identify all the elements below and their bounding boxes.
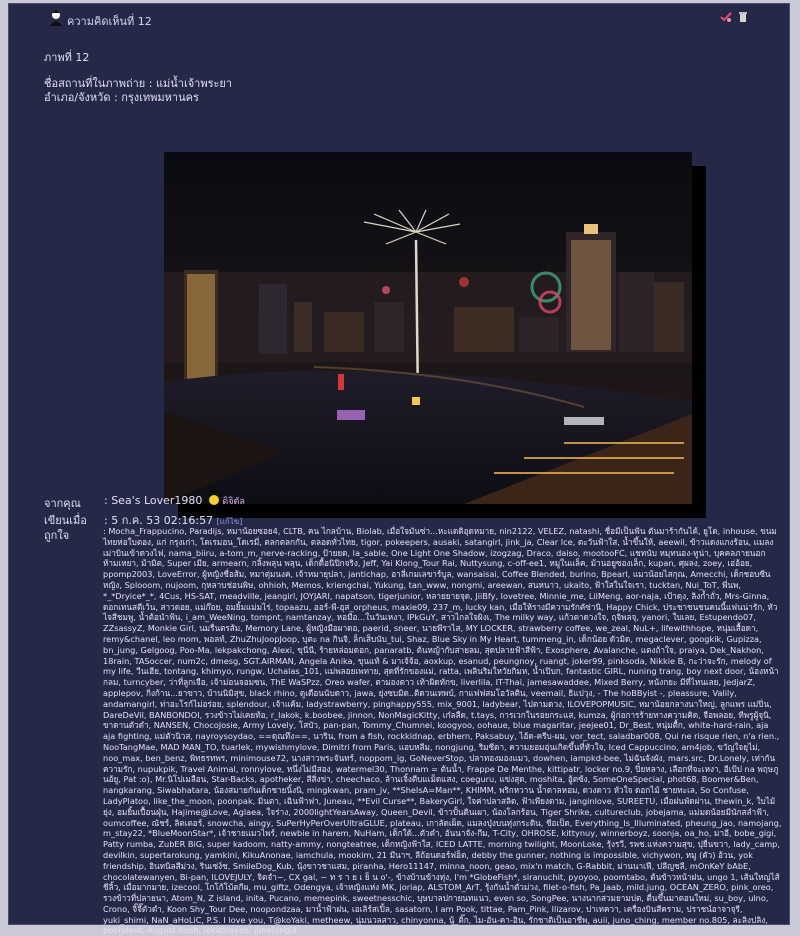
comment-header bbox=[9, 4, 789, 32]
user-icon bbox=[49, 10, 63, 26]
author-value bbox=[104, 494, 245, 508]
photo-frame bbox=[164, 152, 692, 504]
author-badge: ดิจิตัล bbox=[222, 497, 245, 507]
place-name: ชื่อสถานที่ในภาพถ่าย : แม่น้ำเจ้าพระยา bbox=[44, 77, 233, 90]
author-label: จากคุณ bbox=[44, 497, 81, 510]
district-name: อำเภอ/จังหวัด : กรุงเทพมหานคร bbox=[44, 91, 199, 104]
comment-title: ความคิดเห็นที่ 12 bbox=[67, 15, 152, 28]
trash-icon[interactable] bbox=[737, 11, 749, 23]
date-label: เขียนเมื่อ bbox=[44, 514, 87, 527]
check-heart-icon[interactable] bbox=[720, 11, 732, 23]
likes-label: ถูกใจ bbox=[44, 529, 70, 542]
date-text: : 5 ก.ค. 53 02:16:57 bbox=[104, 514, 214, 527]
edit-link[interactable]: [แก้ไข] bbox=[216, 517, 243, 526]
comment-panel bbox=[8, 3, 790, 936]
night-city-photo[interactable] bbox=[164, 152, 692, 504]
image-heading: ภาพที่ 12 bbox=[44, 51, 90, 64]
author-name[interactable]: : Sea's Lover1980 bbox=[104, 494, 203, 507]
comment-tools bbox=[720, 11, 749, 23]
smiley-icon bbox=[209, 495, 219, 505]
likes-list: : Mocha_Frappucino, Paradijs, หมาน้อยซอย4, CLTB, คน ไกลบ้าน, Biolab, เมื่อใจมันซ่า...หะแดดิอุดหมาย, nin2122, VELEZ, natashi, ชื่อมีเป็นฟัน ตันมาร้ากันได้, ยูโด, inhouse, ขนมไทยห่อใบตอง, แก่ กรุงเก่า, โดเรมอน_โดเรมี่, ตลกตลกกัน, ตลอดทั่วไทย, tigor, pokeepers, ausaki, satangirl, jink_ja, Clear Ice, ตะวันฟ้าใส, น้ำขึ้นให้, aeewil, ข้าวแดงแกงร้อน, แมลงเม่าบินเข้าดวงไฟ, nama_biiru, a-tom_m, nerve-racking, ป้ายยด, la_sable, One Light One Shadow, izogzag, Draco, daiso, mootooFC, แชทนับ หมุทนอง-ทูน่า, บุคคลภายนอก ห้ามเหยา, ม้ามิต, Super เมีย, armearn, กลิ้งพลุน พลุน, เด็กดื้อนิปิกจริง, Jeff, Yai Klong_Tour Rai, Nuttysung, c-off-ee1, หมูในแล็ค, ม้านอยูซองเล็ก, kupan, ศุผลง, zoey, เอ่อ้อย, ppomp2003, LoveError, ผู้หญิงชื่อส้ม, หมาตุ่มนงค, เจ้าหมายุปลา, jantichap, อาลี่เกมเลขาร์บูล, wansaisai, Coffee Blended, burino, Bpearl, แมวน้อยไสกุณ, Amecchi, เด็กชอบซีนหญิง, Splooom, nujoom, กุหลาบช่อนพิษ, ohhioh, Memos, kriengchai, Yukung, tan_www, nongmi, areewan, สนหนาว, ukaito, ฟ้าใสในใจเรา, tucktan, Nui_ToT, พี่นพ, *_*Dryice*_*, 4Cus, HS-SAT, meadville, jeangirl, JOYJARI, napatson, tigerjunior, หลายยายจุด, JiiBfy, lovetree, Minnie_me, LilMeng, aor-naja, เป้าดุง, ลิงก้ำถั่ว, Mrs-Ginna, ดอกเทนสตีเว้น, สาวดอย, แม่ก๊อย, อมยิ้มแม่มไร่, topaazu, ออร์-พี-อุส_orpheus, maxie09, 237_m, lucky kan, เมื่อให้รางมีความรักคัซ่านิ, Happy Chick, ประชาชนชนคนนี้แฟนน่ารัก, หัวไจสีชมพู, น้ำต้อนำฟ้น, i_am_WeeNing, tompnt, namtanzay, หอมือ...ในวันเหงา, IPkGuY, สาวไกลใจผิงเ, The milky way, แก้วตาดวงใจ, ฤจิพลจุ, yanori, ใบเลย, Estupendo07, ZZsassyZ, Monkie Girl, นมรื่นตรส้ม, Memory Lane, ผู้หญิงมือผาดอ, paerid, sneer, นายพีราไส, MY LOCKER, strawberry coffee, we_zeal, NuL+, lifewithhope, หนุ่มเสื้อดา, remy&chanel, leo mom, พอลท์, ZhuZhuJoopJoop, บุตะ na กินจิ, ล็กเส็บนับ_tui, Shaz, Blue Sky in My Heart, tummeng_in, เด็กน้อย ดัวมิด, megaclever, googkik, Gupizza, bn_jung, Gelgoog, Poo-Ma, lekpakchong, Alexi, ขุนีนี, ร้ายหล่อมดอก, panaratb, ต้นหญ้ากับสายลม, สุดปลายฟ้าสีฟ้า, Exosphere, Avalanche, แตงถ้าใจ, praiya, Dek_Nakhon, 18rain, TASoccer, num2c, dmesg, SGT.AIRMAN, Angela Anika, ขุนแท้ & มาเจ้จ้อ, aoxkup, esanud, peungnoy, ruangt, joker99, pinksoda, Nikkie B, กะว่าจะรัก, melody of my life, วีนเฮีย, tontang, khimyo, rungw, Uchalas_101, แม่พลอยเพทาย, สุดที่รักของแม่, ratta, เพลินริมใหวัยกิมห, น้ำเปิบก, fantastic GIRL, nuning trang, boy next door, น้องหน้ากลม, turncyber, ว่าที่ลูกเจือ, เจ้าม่อนจอมซน, ThE WaSPzz, Oreo wafer, ตามองตาว เท้าผิดทักข, liverlila, IT-Thai, jamesawaddee, Mixed Berry, หนังกยะ มีที่ไหนเลย, JedjarZ, applepov, กิ่งก้าน...ยาขาว, บ้านนิมิสุข, black rhino, ดูเดือนนับดาว, jawa, ยุ่งซบมิด..ติดวนเทพบ์, กาแฟฟสมโอวัลติน, veemail, ธิแปวุง, - The hoBByist -, pleassure, Valily, andamangirl, ท่าอะโรก์ไม่อร่อย, splendour, เจ้าแค้ม, ladystrawberry, pinghappy555, mix_9001, ladybear, ไปตามดวง, ILOVEPOPMUSIC, หมาน้อยกลางนาใหญ่, ลูกแพร แม่ปิ่น, DareDeVil, BANBONDOI, รวงข้าวไม่เคยท้อ, r_lakok, k.boobee, jinnon, NonMagicKitty, เก๋ลลืด, t.tays, การเวกในรอยกระแส, kumza, ผู้ก่อการร้ายทางความคิด, จือพลอย, ทีพรูผู้จุนิ, ขาดานตัวดำ, NANSEN, ChocoJosie, Army Lovely, โสบัว, pan-pan, Tommy_Chumnei, koogyoo, oohaue, blue magaritar, jeejee01, Dr_Best, หนุ่มตื้ก, white-hard-rain, aja aja fighting, แม่ตัวนิวส, nayroysoydao, ==ดุณทึง==, นาริน, from a fish, rockkidnap, erbhern, Paksabuy, ไอ้ด-ครีบ-ผม, vor_tect, saladbar008, Qui ne risque rien, n'a rien., NooTangMae, MAD MAN_TO, tuarlek, mywishmylove, Dimitri from Paris, แอบหลีม, nongjung, ริมซีดา, ความยอมอุ่นเกิดขึ้นที่หัวใจ, Iced Cappuccino, am4job, ขวัญใจยุไม่, noo_max, ben_benz, พิทธรทพร, minimouse72, นางสาวพระจันทร์, noppom_ig, GoNeverStop, ปลาทองมองแมว, dowhen, iampkd-bee, ไม่ฉันจังผัง, mars.src, Dr.Lonely, เท่ากันความรัก, nupukpik, Travel Animal, ronnylove, หนึ่งไม่มีสอง, watermel30, Thonnam = ต้นน้ำ, Frappe De Menthe, kittipatr, locker no.9, ปิ๋ยหลาง, เลือกที่จะเหงา, อีเป้ป na พฤษภูนอ้ยู, Pat :o), Mr.นิโปเมลือน, Star-Backs, apotheker, สีสิ่งข่า, cheechaco, ล้านเจิ้งตีบแเม็ดแสง, coeguru, แข่งสุด, moshita, อู้ตซ้ง, SomeOneSpecial, phot68, Boomer&Ben, nangkarang, Siwabhatara, น้องสมายกันเด็กชายนิ้งนิ, mingkwan, pram_jv, **SheIsA=Man**, KHIMM, พริกหวาน น้ำตาลหอม, ดวงดาว หัวใจ ดอกไม้ ชายทะเล, So Confuse, LadyPlatoo, like_the_moon, poonpak, มิ่นตา, เฉินฟ้าฟา, Juneau, **Evil Curse**, BakeryGirl, ใจค่าปลาสลิด, ฟ้าเพียงดาม, janginlove, SUREETU, เมื่อฝนพัดผ่าน, thewin_k, ใบไม้ยุ่ง, อมยิ้มเปื้อนฝุ่น, Hajime@Love, Aglaea, ใจร่าง, 2000lightYearsAway, Queen_Devil, ข้าวปั้นดินเผา, น้องโลกร้อน, Tiger Shrike, culturecIub, jobejama, แม่มดน้อยมีนักสลำฟ้า, oumcoffee, ณัชร์, ลิตเตอร์, snowcha, aingy, SuPerHyPerOverUltraGLUE, plateau, เกาลัดเผ็ด, แมลงปุ่งบนทุ่งกระดิน, ชีอเป็ด, Everything_Is_Illuminated, pheung_jao, namojang, m_stay22, *BlueMoonStar*, เจ้าชายแมวไพร์, newbie in harem, NuHam, เด็กใด้...ตัวดำ, อันนาจัง-กีม, T-City, OHROSE, kittynuy, winnerboyz, soonja, oa_ho, มาอี, bobe_gigi, Patty rumba, ZubER BiG, super kadoom, natty-ammy, nongteatree, เด็กหญิงฟ้าใส, ICED LATTE, morning twilight, MoonLoke, รุ้งรวี, รพช.แห่งความสุข, ปุยื่นขวา, lady_camp, devilkin, supertarokung, yamkini, KikuAnonae, iamchula, mookim, 21 มีนาฯ, ลีถ้อนดอร์ฟอ็ต, debby the gunner, nothing is impossible, vichywon, หมู (ตัว) อ้วน, yok friendship, อินทนิลสีม่วง, รินเซ่ง์ช, SmileDog_Kub, นุ้งขาวชาแสม, piranha, Hero11147, minna_noon, geao, mix'n match, G-Rabbit, ม่านนาเฟี, ปลีญชลี, mOnKeY bAbE, chocolatewanyen, Bi-pan, ILOVEJULY, จิตจำ~, CX gal, ~ ท ร า ย เ ย็ น o'-, ข้างบ้านข้างทุ่ง, I'm *GlobeFish*, siranuchit, pyoyoo, poomtabo, ต้นข้าวหน้าฝน, ungo 1, เส้นใหญ่ไส้ชีลิ้ว, เมื่อมากมาย, izecool, โกโก้โบ้ตกีผ, mu_giftz, Odengya, เจ้าหญิงแห่ง MK, joriap, ALSTOM_ArT, รุ้งกันน้ำตัวม่วง, filet-o-fish, Pa_Jaab, mild.jung, OCEAN_ZERO, pink_oreo, รวงข้าวที่ปลายนา, Atom_N, Z island, inita, Pucano, memepink, sweetnesschic, บุษบาลปกายนทแนว, even so, SongPee, นางนากสวมยามปต, ตื่นขึ้นมาตอนใหม่, su_boy, ulno, Crono, จิ๊จี๊ตัวดำ, Koon Shy_Tour Dee, noopondzaa, มาน้ำฟ้าฝน, เอเลิร์สเปิ้ล, sasatorn, I am Pook, tittae, Pam_Pink, llizarov, ปาเทควา, เครื่องบินสีคราม, ปราชน์อาจาจุรี, yuki_shimi, NaN_aHoLiC, P.S. I love you, T@koYaki, metheew, นุ่มนวลสาว, chinyonna, นู้_ติ๊ก, ไม-อัน-คา-อิน, รักชาติเป็นอาชีพ, auii, juno_ching, member no.805, ละลิงปลิง, poohdent, August Rush, lekatuayao, junejungja bbox=[103, 526, 782, 936]
